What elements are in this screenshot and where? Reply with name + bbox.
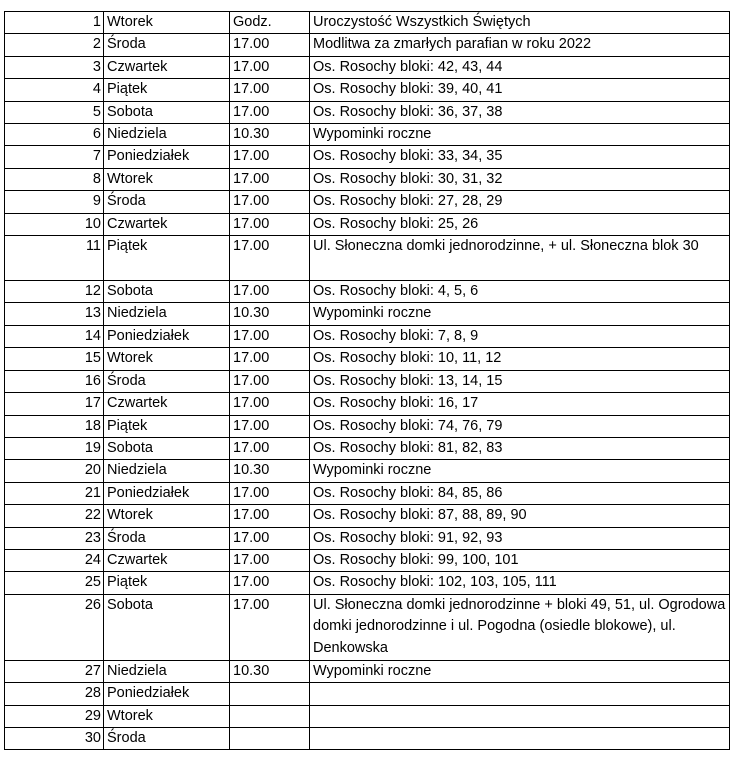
day-name: Czwartek	[104, 549, 230, 571]
row-number: 3	[5, 56, 104, 78]
day-name: Poniedziałek	[104, 482, 230, 504]
table-row	[5, 415, 730, 437]
time-cell: 10.30	[230, 660, 310, 682]
row-number: 30	[5, 727, 104, 749]
day-name: Sobota	[104, 594, 230, 660]
time-cell: 17.00	[230, 482, 310, 504]
time-cell	[230, 705, 310, 727]
time-cell: 17.00	[230, 191, 310, 213]
row-number: 14	[5, 325, 104, 347]
time-cell: 17.00	[230, 594, 310, 660]
description-cell: Os. Rosochy bloki: 13, 14, 15	[310, 370, 730, 392]
table-row	[5, 727, 730, 749]
description-cell: Wypominki roczne	[310, 660, 730, 682]
day-name: Wtorek	[104, 705, 230, 727]
time-cell: 10.30	[230, 124, 310, 146]
row-number: 24	[5, 549, 104, 571]
time-cell: 17.00	[230, 505, 310, 527]
table-row	[5, 146, 730, 168]
description-cell: Os. Rosochy bloki: 39, 40, 41	[310, 79, 730, 101]
schedule-table	[4, 11, 730, 750]
day-name: Piątek	[104, 236, 230, 281]
row-number: 29	[5, 705, 104, 727]
table-row	[5, 660, 730, 682]
row-number: 20	[5, 460, 104, 482]
row-number: 5	[5, 101, 104, 123]
time-cell: 17.00	[230, 79, 310, 101]
table-row	[5, 437, 730, 459]
table-row	[5, 370, 730, 392]
day-name: Sobota	[104, 101, 230, 123]
row-number: 23	[5, 527, 104, 549]
day-name: Wtorek	[104, 168, 230, 190]
day-name: Piątek	[104, 572, 230, 594]
day-name: Środa	[104, 34, 230, 56]
table-row	[5, 56, 730, 78]
table-row	[5, 168, 730, 190]
time-cell: 17.00	[230, 348, 310, 370]
row-number: 7	[5, 146, 104, 168]
table-row	[5, 594, 730, 660]
day-name: Wtorek	[104, 12, 230, 34]
description-cell: Wypominki roczne	[310, 303, 730, 325]
description-cell: Ul. Słoneczna domki jednorodzinne + bloki 49, 51, ul. Ogrodowa domki jednorodzinne i ul. Pogodna (osiedle blokowe), ul. Denkowska	[310, 594, 730, 660]
time-cell: 17.00	[230, 393, 310, 415]
time-cell: 17.00	[230, 572, 310, 594]
time-cell: 17.00	[230, 437, 310, 459]
table-row	[5, 572, 730, 594]
description-cell	[310, 727, 730, 749]
row-number: 9	[5, 191, 104, 213]
description-cell: Os. Rosochy bloki: 27, 28, 29	[310, 191, 730, 213]
row-number: 16	[5, 370, 104, 392]
row-number: 25	[5, 572, 104, 594]
description-cell: Os. Rosochy bloki: 87, 88, 89, 90	[310, 505, 730, 527]
description-cell: Os. Rosochy bloki: 30, 31, 32	[310, 168, 730, 190]
time-cell: 10.30	[230, 303, 310, 325]
time-cell: 17.00	[230, 168, 310, 190]
day-name: Środa	[104, 727, 230, 749]
description-cell: Os. Rosochy bloki: 7, 8, 9	[310, 325, 730, 347]
description-cell: Os. Rosochy bloki: 33, 34, 35	[310, 146, 730, 168]
time-cell: 10.30	[230, 460, 310, 482]
table-row	[5, 683, 730, 705]
row-number: 12	[5, 281, 104, 303]
row-number: 19	[5, 437, 104, 459]
description-cell: Os. Rosochy bloki: 36, 37, 38	[310, 101, 730, 123]
description-cell: Os. Rosochy bloki: 25, 26	[310, 213, 730, 235]
description-cell	[310, 705, 730, 727]
description-cell: Modlitwa za zmarłych parafian w roku 2022	[310, 34, 730, 56]
day-name: Poniedziałek	[104, 325, 230, 347]
description-cell: Os. Rosochy bloki: 10, 11, 12	[310, 348, 730, 370]
description-cell: Os. Rosochy bloki: 99, 100, 101	[310, 549, 730, 571]
time-cell: 17.00	[230, 281, 310, 303]
time-cell	[230, 683, 310, 705]
description-cell: Os. Rosochy bloki: 91, 92, 93	[310, 527, 730, 549]
day-name: Poniedziałek	[104, 683, 230, 705]
table-row	[5, 236, 730, 281]
description-cell: Os. Rosochy bloki: 81, 82, 83	[310, 437, 730, 459]
table-row	[5, 34, 730, 56]
schedule-body	[5, 12, 730, 750]
description-cell	[310, 683, 730, 705]
day-name: Wtorek	[104, 505, 230, 527]
time-cell: 17.00	[230, 325, 310, 347]
time-cell: 17.00	[230, 549, 310, 571]
row-number: 21	[5, 482, 104, 504]
row-number: 10	[5, 213, 104, 235]
description-cell: Os. Rosochy bloki: 4, 5, 6	[310, 281, 730, 303]
table-row	[5, 549, 730, 571]
table-row	[5, 12, 730, 34]
description-cell: Os. Rosochy bloki: 42, 43, 44	[310, 56, 730, 78]
row-number: 26	[5, 594, 104, 660]
day-name: Niedziela	[104, 660, 230, 682]
row-number: 2	[5, 34, 104, 56]
day-name: Czwartek	[104, 213, 230, 235]
time-cell: 17.00	[230, 56, 310, 78]
time-cell: Godz.	[230, 12, 310, 34]
day-name: Środa	[104, 370, 230, 392]
row-number: 15	[5, 348, 104, 370]
table-row	[5, 393, 730, 415]
time-cell: 17.00	[230, 146, 310, 168]
row-number: 8	[5, 168, 104, 190]
time-cell: 17.00	[230, 370, 310, 392]
table-row	[5, 79, 730, 101]
day-name: Środa	[104, 191, 230, 213]
description-cell: Wypominki roczne	[310, 124, 730, 146]
row-number: 6	[5, 124, 104, 146]
table-row	[5, 325, 730, 347]
day-name: Sobota	[104, 437, 230, 459]
day-name: Poniedziałek	[104, 146, 230, 168]
table-row	[5, 505, 730, 527]
row-number: 18	[5, 415, 104, 437]
day-name: Czwartek	[104, 56, 230, 78]
time-cell: 17.00	[230, 101, 310, 123]
table-row	[5, 124, 730, 146]
description-cell: Uroczystość Wszystkich Świętych	[310, 12, 730, 34]
table-row	[5, 101, 730, 123]
description-cell: Os. Rosochy bloki: 102, 103, 105, 111	[310, 572, 730, 594]
day-name: Sobota	[104, 281, 230, 303]
table-row	[5, 213, 730, 235]
row-number: 13	[5, 303, 104, 325]
day-name: Niedziela	[104, 124, 230, 146]
description-cell: Wypominki roczne	[310, 460, 730, 482]
day-name: Niedziela	[104, 303, 230, 325]
table-row	[5, 348, 730, 370]
table-row	[5, 281, 730, 303]
row-number: 27	[5, 660, 104, 682]
description-cell: Os. Rosochy bloki: 16, 17	[310, 393, 730, 415]
time-cell: 17.00	[230, 213, 310, 235]
table-row	[5, 303, 730, 325]
day-name: Niedziela	[104, 460, 230, 482]
row-number: 4	[5, 79, 104, 101]
table-row	[5, 527, 730, 549]
row-number: 28	[5, 683, 104, 705]
day-name: Piątek	[104, 415, 230, 437]
row-number: 22	[5, 505, 104, 527]
description-cell: Ul. Słoneczna domki jednorodzinne, + ul. Słoneczna blok 30	[310, 236, 730, 281]
table-row	[5, 191, 730, 213]
time-cell: 17.00	[230, 527, 310, 549]
table-row	[5, 460, 730, 482]
time-cell: 17.00	[230, 34, 310, 56]
time-cell	[230, 727, 310, 749]
row-number: 17	[5, 393, 104, 415]
row-number: 1	[5, 12, 104, 34]
day-name: Środa	[104, 527, 230, 549]
table-row	[5, 705, 730, 727]
description-cell: Os. Rosochy bloki: 74, 76, 79	[310, 415, 730, 437]
day-name: Czwartek	[104, 393, 230, 415]
time-cell: 17.00	[230, 415, 310, 437]
time-cell: 17.00	[230, 236, 310, 281]
day-name: Piątek	[104, 79, 230, 101]
table-row	[5, 482, 730, 504]
row-number: 11	[5, 236, 104, 281]
description-cell: Os. Rosochy bloki: 84, 85, 86	[310, 482, 730, 504]
day-name: Wtorek	[104, 348, 230, 370]
